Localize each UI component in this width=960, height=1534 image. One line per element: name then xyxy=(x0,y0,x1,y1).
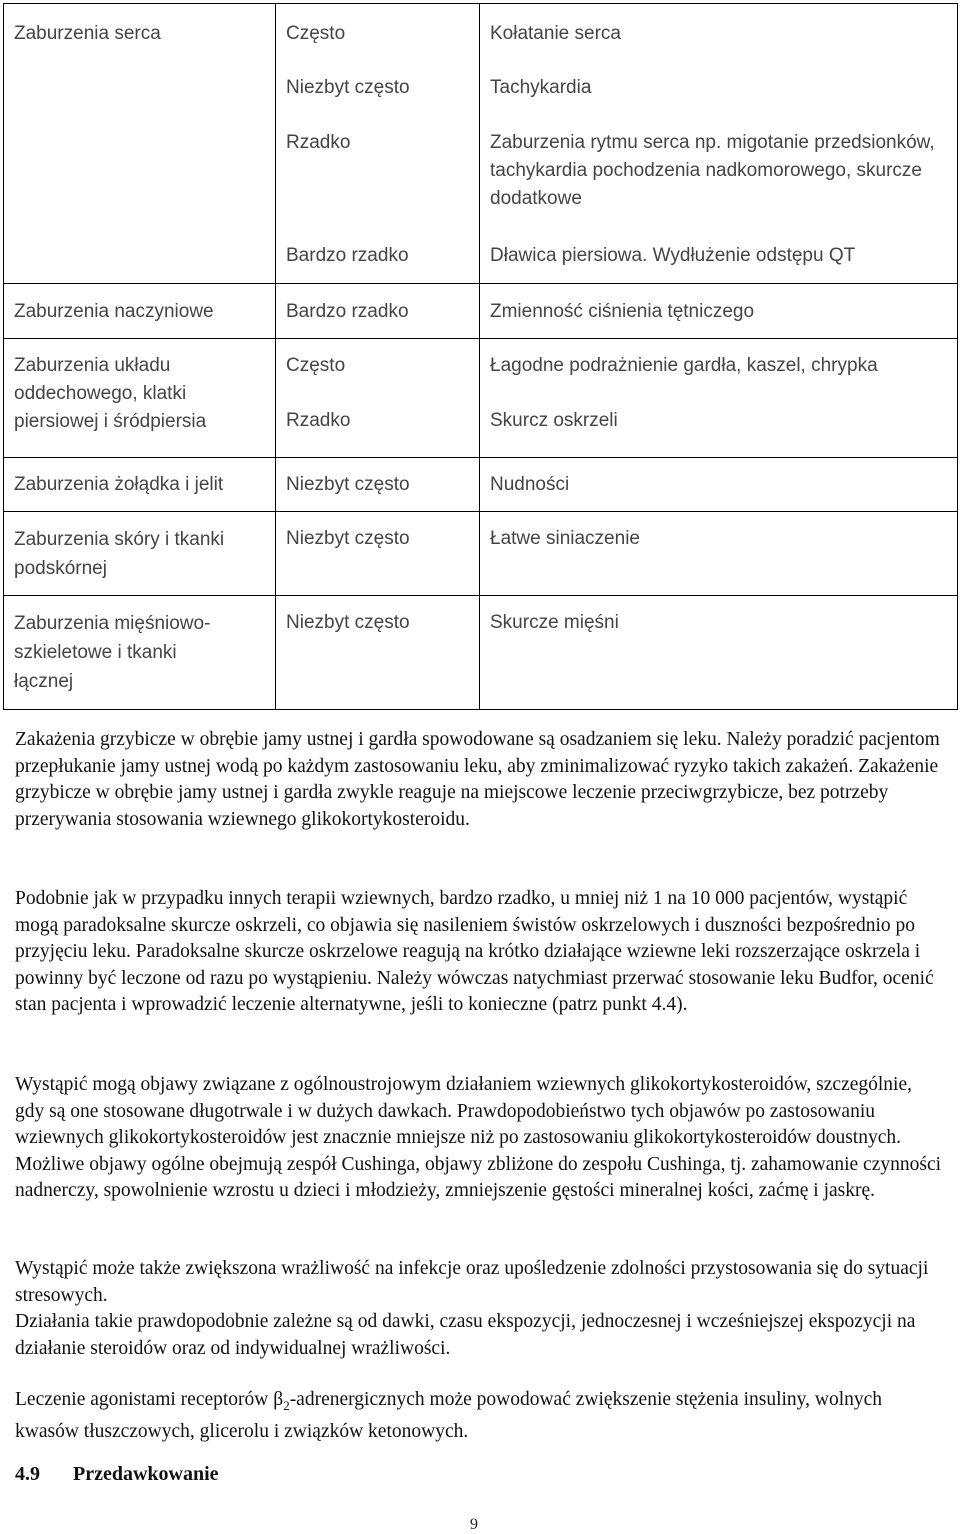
effect-heart-1: Kołatanie serca xyxy=(490,23,621,44)
soc-label-skin: Zaburzenia skóry i tkanki podskórnej xyxy=(14,529,225,579)
paragraph-infection-susceptibility: Wystąpić może także zwiększona wrażliwość na infekcje oraz upośledzenie zdolności przystosowania się do sytuacji stresowych. xyxy=(15,1258,929,1306)
soc-label-vascular: Zaburzenia naczyniowe xyxy=(14,301,214,322)
soc-label-respiratory: Zaburzenia układu oddechowego, klatki piersiowej i śródpiersia xyxy=(14,355,207,432)
effect-skin: Łatwe siniaczenie xyxy=(490,528,640,549)
paragraph-fungal-infections: Zakażenia grzybicze w obrębie jamy ustnej i gardła spowodowane są osadzaniem się leku. Należy poradzić pacjentom przepłukanie jamy ustnej wodą po każdym zastosowaniu leku, aby zminimalizować ryzyko takich zakażeń. Zakażenie grzybicze w obrębie jamy ustnej i gardła zwykle reaguje na miejscowe leczenie przeciwgrzybicze, bez potrzeby przerywania stosowania wziewnego glikokortykosteroidu. xyxy=(15,729,940,830)
adverse-effects-table xyxy=(3,3,958,710)
paragraph-systemic-effects: Wystąpić mogą objawy związane z ogólnoustrojowym działaniem wziewnych glikokortykosteroidów, szczególnie, gdy są one stosowane długotrwale i w dużych dawkach. Prawdopodobieństwo tych objawów po zastosowaniu wziewnych glikokortykosteroidów jest znacznie mniejsze niż po zastosowaniu glikokortykosteroidów doustnych. Możliwe objawy ogólne obejmują zespół Cushinga, objawy zbliżone do zespołu Cushinga, tj. zahamowanie czynności nadnerczy, spowolnienie wzrostu u dzieci i młodzieży, zmniejszenie gęstości mineralnej kości, zaćmę i jaskrę. xyxy=(15,1074,942,1201)
effect-heart-4: Dławica piersiowa. Wydłużenie odstępu QT xyxy=(490,244,856,266)
effect-gi: Nudności xyxy=(490,474,570,495)
beta2-subscript: 2 xyxy=(283,1397,290,1413)
paragraph-dose-dependence: Działania takie prawdopodobnie zależne są od dawki, czasu ekspozycji, jednoczesnej i wcześniejszej ekspozycji na działanie steroidów oraz od indywidualnej wrażliwości. xyxy=(15,1311,916,1359)
effect-respiratory-2: Skurcz oskrzeli xyxy=(490,409,618,431)
freq-musculoskeletal: Niezbyt często xyxy=(286,612,410,633)
paragraph-beta2-agonists xyxy=(15,1387,945,1446)
soc-label-gi: Zaburzenia żołądka i jelit xyxy=(14,474,224,495)
section-heading-overdose xyxy=(15,1463,219,1486)
freq-heart-2: Niezbyt często xyxy=(286,76,410,98)
page-number: 9 xyxy=(470,1516,478,1533)
effect-respiratory-1: Łagodne podrażnienie gardła, kaszel, chrypka xyxy=(490,355,878,376)
soc-label-musculoskeletal: Zaburzenia mięśniowo-szkieletowe i tkanki łącznej xyxy=(14,613,211,692)
section-number: 4.9 xyxy=(15,1463,40,1485)
freq-heart-4: Bardzo rzadko xyxy=(286,244,409,266)
freq-heart-3: Rzadko xyxy=(286,131,351,153)
soc-label-heart: Zaburzenia serca xyxy=(14,23,161,44)
beta2-text-end: -adrenergicznych może powodować zwiększenie stężenia insuliny, wolnych kwasów tłuszczowych, glicerolu i związków ketonowych. xyxy=(15,1389,883,1443)
effect-vascular: Zmienność ciśnienia tętniczego xyxy=(490,301,755,322)
section-title: Przedawkowanie xyxy=(73,1463,219,1485)
paragraph-paradoxical-bronchospasm: Podobnie jak w przypadku innych terapii wziewnych, bardzo rzadko, u mniej niż 1 na 10 000 pacjentów, wystąpić mogą paradoksalne skurcze oskrzeli, co objawia się nasileniem świstów oskrzelowych i duszności bezpośrednio po przyjęciu leku. Paradoksalne skurcze oskrzelowe reagują na krótko działające wziewne leki rozszerzające oskrzela i powinny być leczone od razu po wystąpieniu. Należy wówczas natychmiast przerwać stosowanie leku Budfor, ocenić stan pacjenta i wprowadzić leczenie alternatywne, jeśli to konieczne (patrz punkt 4.4). xyxy=(15,888,934,1015)
effect-heart-3: Zaburzenia rytmu serca np. migotanie przedsionków, tachykardia pochodzenia nadkomorowego, skurcze dodatkowe xyxy=(490,131,935,209)
effect-heart-2: Tachykardia xyxy=(490,76,592,98)
soc-cell-heart xyxy=(4,4,276,284)
beta2-text-start: Leczenie agonistami receptorów β xyxy=(15,1389,284,1410)
freq-heart-1: Często xyxy=(286,23,346,44)
freq-vascular: Bardzo rzadko xyxy=(286,301,409,322)
freq-skin: Niezbyt często xyxy=(286,528,410,549)
freq-respiratory-1: Często xyxy=(286,355,346,376)
freq-gi: Niezbyt często xyxy=(286,474,410,495)
freq-respiratory-2: Rzadko xyxy=(286,409,351,431)
effect-musculoskeletal: Skurcze mięśni xyxy=(490,612,619,633)
